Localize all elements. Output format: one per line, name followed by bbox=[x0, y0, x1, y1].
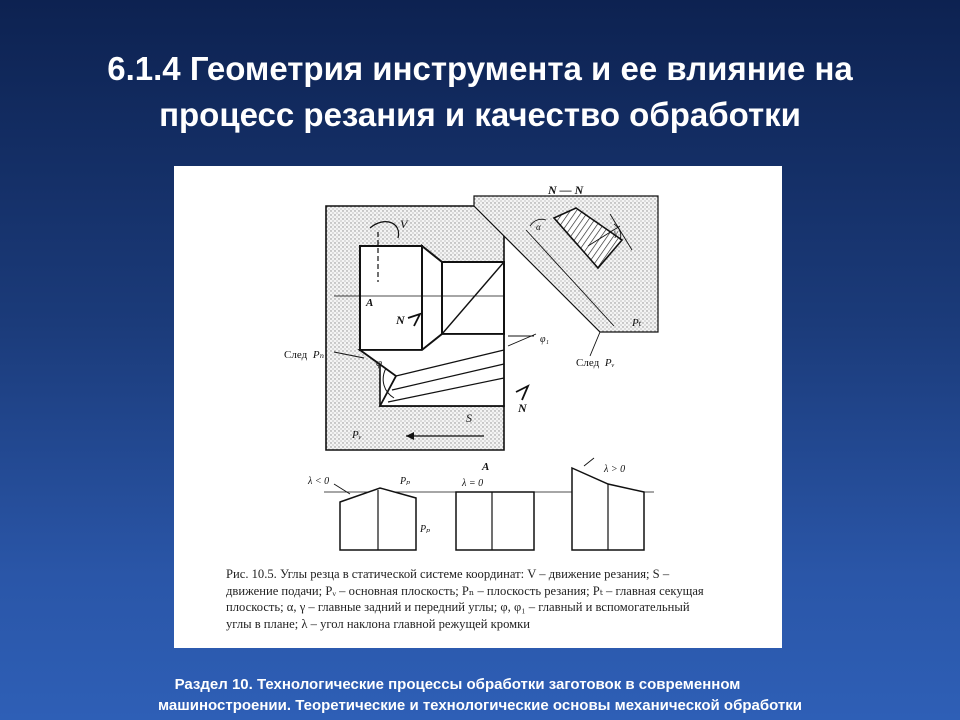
workpiece-plan-view bbox=[326, 206, 536, 450]
label-pv-main: Pᵥ bbox=[352, 429, 362, 441]
section-footer bbox=[0, 674, 960, 716]
label-a: A bbox=[366, 297, 374, 309]
caption-line: плоскость; α, γ – главные задний и передний углы; φ, φ₁ – главный и вспомогательный bbox=[226, 600, 690, 615]
label-pp-2: Pₚ bbox=[420, 524, 431, 535]
slide-title-line-1: 6.1.4 Геометрия инструмента и ее влияние на bbox=[107, 50, 853, 87]
figure-caption bbox=[226, 566, 772, 632]
footer-line-1: Раздел 10. Технологические процессы обработки заготовок в современном bbox=[174, 676, 741, 693]
label-pt: Pₜ bbox=[632, 317, 642, 329]
caption-line: Рис. 10.5. Углы резца в статической системе координат: V – движение резания; S – bbox=[226, 567, 670, 581]
label-s: S bbox=[466, 411, 472, 425]
label-gamma: γ bbox=[614, 228, 618, 238]
label-v: V bbox=[400, 217, 408, 231]
label-n-second: N bbox=[518, 401, 527, 415]
caption-line: углы в плане; λ – угол наклона главной режущей кромки bbox=[226, 616, 530, 631]
label-trace-pv: След Pᵥ bbox=[576, 357, 615, 369]
label-alpha: α bbox=[536, 222, 541, 232]
label-a-bottom: A bbox=[482, 461, 490, 473]
label-phi: φ bbox=[376, 357, 383, 369]
label-lambda-pos: λ > 0 bbox=[604, 464, 626, 475]
figure-panel bbox=[174, 166, 782, 648]
slide-title bbox=[20, 46, 940, 138]
label-section: N — N bbox=[548, 183, 584, 197]
label-lambda-zero: λ = 0 bbox=[462, 478, 484, 489]
caption-line: движение подачи; Pᵥ – основная плоскость; Pₙ – плоскость резания; Pₜ – главная секущая bbox=[226, 583, 704, 598]
label-trace-pn: След Pₙ bbox=[284, 349, 325, 361]
footer-line-2: машиностроении. Теоретические и технологические основы механической обработки bbox=[158, 697, 802, 714]
label-phi1: φ₁ bbox=[540, 334, 550, 345]
label-pp-1: Pₚ bbox=[400, 476, 411, 487]
label-n: N bbox=[396, 313, 405, 327]
label-lambda-neg: λ < 0 bbox=[308, 476, 330, 487]
slide-title-line-2: процесс резания и качество обработки bbox=[159, 96, 801, 133]
